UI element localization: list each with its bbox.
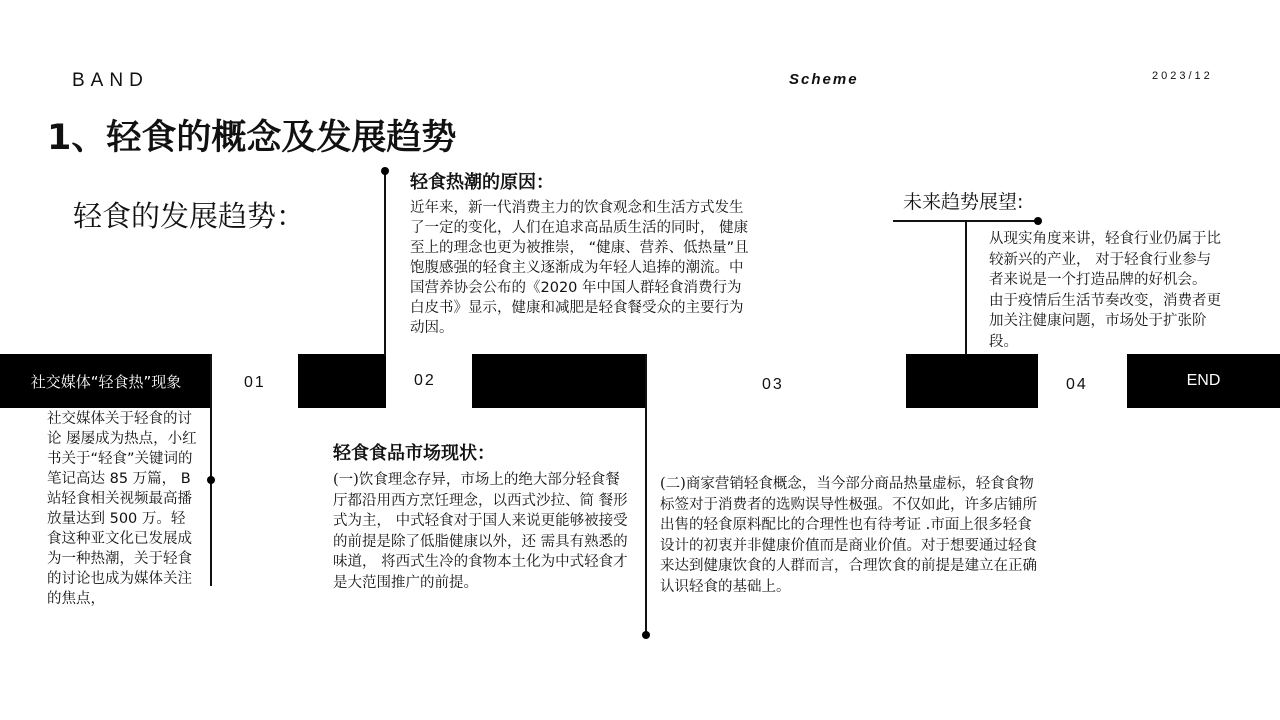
block-04-text: 从现实角度来讲，轻食行业仍属于比较新兴的产业， 对于轻食行业参与者来说是一个打造品牌的好机会。 由于疫情后生活节奏改变，消费者更加关注健康问题，市场处于扩张阶段。 bbox=[989, 231, 1221, 350]
timeline-block-4 bbox=[906, 354, 1038, 408]
block-03-text-a: (一)饮食理念存异，市场上的绝大部分轻食餐厅都沿用西方烹饪理念，以西式沙拉、简 餐形式为主， 中式轻食对于国人来说更能够被接受的前提是除了低脂健康以外，还 需具有熟悉的味道， 将西式生冷的食物本土化为中式轻食才是大范围推广的前提。 bbox=[333, 472, 628, 591]
date-label: 2023/12 bbox=[1152, 70, 1213, 82]
connector-line-01 bbox=[210, 354, 212, 586]
connector-hline-04 bbox=[893, 220, 1041, 222]
step-number-04: 04 bbox=[1066, 376, 1088, 393]
step-number-03: 03 bbox=[762, 376, 784, 393]
block-03-heading: 轻食食品市场现状： bbox=[333, 443, 495, 464]
page-title: 1、轻食的概念及发展趋势 bbox=[47, 118, 457, 158]
connector-dot-03 bbox=[642, 631, 650, 639]
timeline-block-3 bbox=[472, 354, 647, 408]
timeline-end-block bbox=[1127, 354, 1280, 408]
step-number-01: 01 bbox=[244, 374, 266, 391]
scheme-label: Scheme bbox=[789, 71, 859, 88]
connector-line-02 bbox=[384, 172, 386, 356]
block-04-heading: 未来趋势展望: bbox=[903, 191, 1024, 213]
step-number-02: 02 bbox=[414, 372, 436, 389]
connector-dot-01 bbox=[207, 476, 215, 484]
connector-dot-02 bbox=[381, 167, 389, 175]
timeline-end-label: END bbox=[1186, 372, 1221, 389]
timeline-start-label: 社交媒体“轻食热”现象 bbox=[30, 372, 182, 391]
block-01-text: 社交媒体关于轻食的讨论 屡屡成为热点，小红书关于“轻食”关键词的笔记高达 85 万篇， B 站轻食相关视频最高播放量达到 500 万。轻食这种亚文化已发展成为一种热潮，关于轻食的讨论也成为媒体关注的焦点， bbox=[47, 411, 197, 607]
timeline-block-2 bbox=[298, 354, 386, 408]
connector-line-03 bbox=[645, 354, 647, 636]
timeline-start-block bbox=[0, 354, 212, 408]
block-02-text: 近年来，新一代消费主力的饮食观念和生活方式发生了一定的变化，人们在追求高品质生活的同时， 健康至上的理念也更为被推崇， “健康、营养、低热量”且饱腹感强的轻食主义逐渐成为年轻人追捧的潮流。中国营养协会公布的《2020 年中国人群轻食消费行为白皮书》显示，健康和减肥是轻食餐受众的主要行为动因。 bbox=[410, 200, 749, 336]
block-03-text-b: (二)商家营销轻食概念，当今部分商品热量虚标，轻食食物标签对于消费者的选购误导性极强。不仅如此，许多店铺所出售的轻食原料配比的合理性也有待考证 .市面上很多轻食设计的初衷并非健康价值而是商业价值。对于想要通过轻食来达到健康饮食的人群而言，合理饮食的前提是建立在正确认识轻食的基础上。 bbox=[660, 476, 1037, 595]
section-title: 轻食的发展趋势： bbox=[73, 199, 306, 233]
connector-line-04 bbox=[965, 221, 967, 355]
connector-dot-04 bbox=[1034, 217, 1042, 225]
block-02-heading: 轻食热潮的原因： bbox=[410, 172, 554, 193]
brand-logo: BAND bbox=[72, 70, 149, 91]
